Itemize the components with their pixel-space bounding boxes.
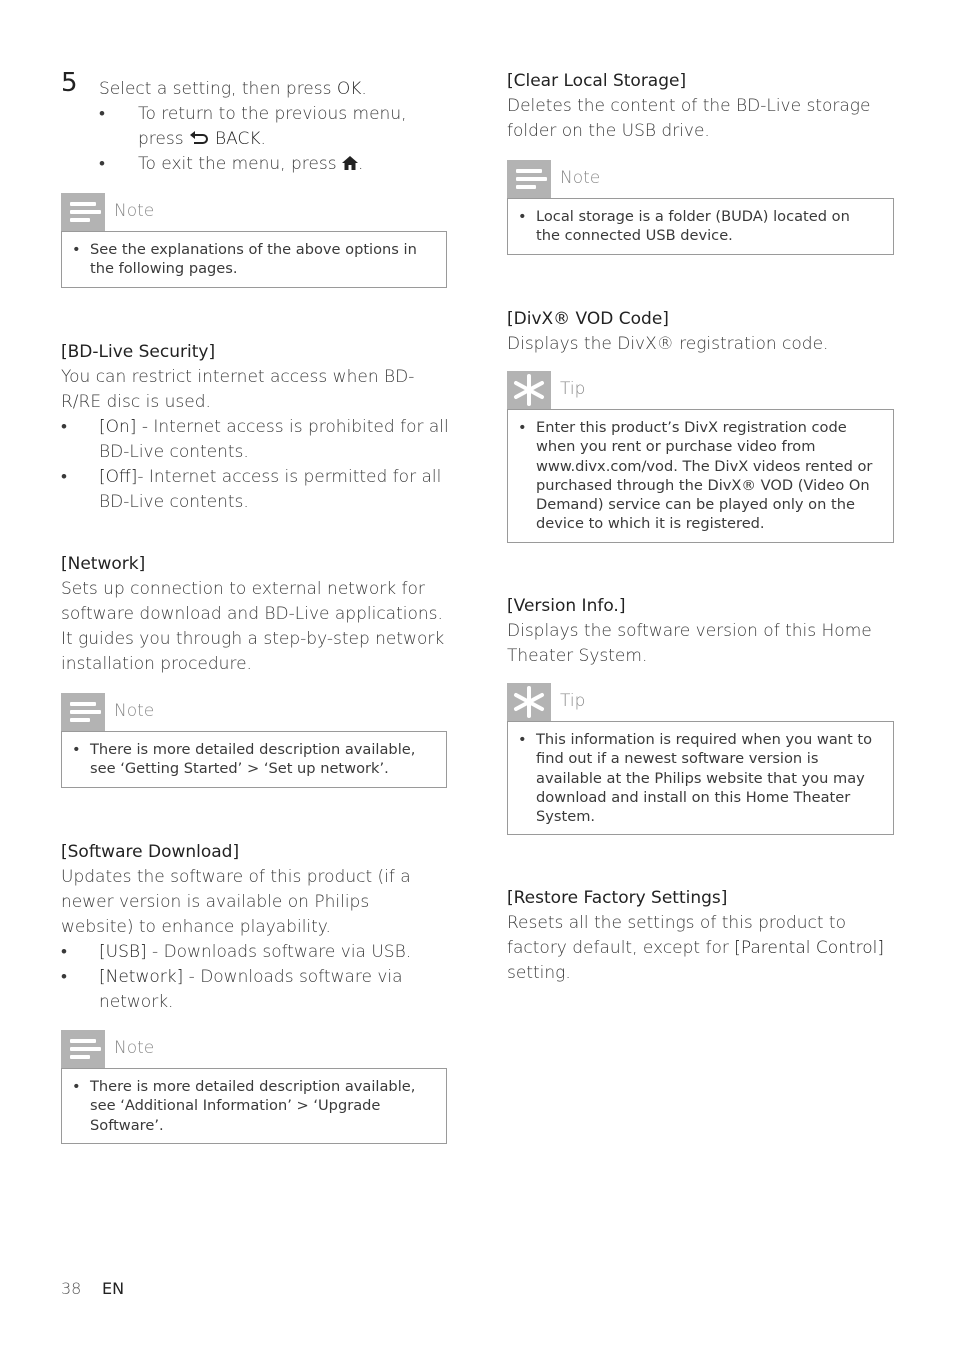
step-instruction bbox=[99, 77, 449, 102]
list-item bbox=[61, 465, 451, 515]
step-text: Select a setting, then press bbox=[99, 79, 337, 99]
list-item bbox=[61, 965, 429, 1015]
list-item bbox=[99, 152, 429, 177]
note-box bbox=[61, 731, 447, 788]
bullet: • bbox=[72, 241, 81, 258]
note-block bbox=[61, 193, 447, 288]
divx-section bbox=[507, 307, 897, 357]
option-text: - Internet access is permitted for all BD-Live contents. bbox=[99, 467, 442, 512]
section-desc: You can restrict internet access when BD-R/RE disc is used. bbox=[61, 367, 415, 412]
note-header bbox=[507, 160, 894, 198]
option-key: [USB] bbox=[99, 942, 147, 962]
note-lines-icon bbox=[61, 693, 105, 731]
version-section bbox=[507, 594, 897, 669]
back-arrow-icon bbox=[189, 129, 215, 149]
section-heading: [BD-Live Security] bbox=[61, 342, 216, 362]
step-bullets bbox=[99, 102, 429, 177]
back-key: BACK bbox=[214, 129, 261, 149]
language-code: EN bbox=[102, 1279, 125, 1298]
section-heading: [Network] bbox=[61, 554, 146, 574]
tip-block bbox=[507, 371, 894, 543]
note-label: Note bbox=[114, 1038, 155, 1058]
software-section bbox=[61, 840, 451, 1015]
section-desc bbox=[507, 911, 892, 986]
network-section bbox=[61, 552, 451, 677]
note-header bbox=[61, 1030, 447, 1068]
bullet: • bbox=[61, 967, 67, 987]
bullet-text: To return to the previous menu, press bbox=[138, 104, 407, 149]
tip-label: Tip bbox=[560, 691, 586, 711]
section-desc: Deletes the content of the BD-Live storage folder on the USB drive. bbox=[507, 96, 871, 141]
option-text: Internet access is prohibited for all BD-Live contents. bbox=[99, 417, 449, 462]
bullet: • bbox=[99, 154, 105, 174]
option-key: [Network] bbox=[99, 967, 184, 987]
option-text: - Downloads software via USB. bbox=[146, 942, 412, 962]
bullet: • bbox=[72, 1078, 81, 1095]
note-text: There is more detailed description available, see ‘Additional Information’ > ‘Upgrade Software’. bbox=[90, 1078, 416, 1134]
section-heading: [Software Download] bbox=[61, 842, 240, 862]
tip-label: Tip bbox=[560, 379, 586, 399]
clear-storage-section bbox=[507, 69, 897, 144]
ok-key: OK bbox=[336, 79, 362, 99]
note-block bbox=[61, 1030, 447, 1144]
section-desc: Displays the DivX® registration code. bbox=[507, 334, 829, 354]
note-label: Note bbox=[560, 168, 601, 188]
bullet: • bbox=[99, 104, 105, 124]
note-text: Local storage is a folder (BUDA) located on the connected USB device. bbox=[536, 208, 850, 245]
section-heading: [Clear Local Storage] bbox=[507, 71, 687, 91]
note-label: Note bbox=[114, 701, 155, 721]
list-item bbox=[61, 415, 451, 465]
bd-live-section bbox=[61, 340, 451, 515]
note-lines-icon bbox=[61, 193, 105, 231]
section-desc: Displays the software version of this Home Theater System. bbox=[507, 621, 872, 666]
note-text: See the explanations of the above options in the following pages. bbox=[90, 241, 417, 278]
tip-box bbox=[507, 409, 894, 543]
bullet: • bbox=[61, 417, 67, 437]
note-box bbox=[61, 1068, 447, 1144]
note-header bbox=[61, 693, 447, 731]
page-number: 38 bbox=[61, 1279, 82, 1298]
option-text: - Downloads software via network. bbox=[99, 967, 403, 1012]
desc-text: Resets all the settings of this product to factory default, except for bbox=[507, 913, 846, 958]
note-lines-icon bbox=[61, 1030, 105, 1068]
tip-text: Enter this product’s DivX registration code when you rent or purchase video from www.divx.com/vod. The DivX videos rented or purchased through the DivX® VOD (Video On Demand) service can be played only on the device to which it is registered. bbox=[536, 419, 873, 533]
note-block bbox=[61, 693, 447, 788]
tip-box bbox=[507, 721, 894, 835]
tip-header bbox=[507, 371, 894, 409]
list-item bbox=[61, 940, 451, 965]
tip-asterisk-icon bbox=[507, 371, 551, 409]
note-block bbox=[507, 160, 894, 255]
step-number: 5 bbox=[61, 68, 78, 98]
bullet-text-end: . bbox=[260, 129, 266, 149]
option-key: [On] - bbox=[99, 417, 148, 437]
bullet: • bbox=[61, 467, 67, 487]
section-heading: [DivX® VOD Code] bbox=[507, 309, 669, 329]
bullet: • bbox=[518, 731, 527, 748]
bullet: • bbox=[518, 208, 527, 225]
note-box bbox=[507, 198, 894, 255]
option-key: [Parental Control] bbox=[734, 938, 884, 958]
step-text-end: . bbox=[361, 79, 367, 99]
bullet: • bbox=[72, 741, 81, 758]
note-label: Note bbox=[114, 201, 155, 221]
tip-block bbox=[507, 683, 894, 835]
bullet: • bbox=[61, 942, 67, 962]
home-icon bbox=[342, 154, 358, 174]
tip-text: This information is required when you want to find out if a newest software version is available at the Philips website that you may download and install on this Home Theater System. bbox=[536, 731, 873, 826]
section-desc: Updates the software of this product (if a newer version is available on Philips website) to enhance playability. bbox=[61, 867, 411, 937]
section-heading: [Version Info.] bbox=[507, 596, 626, 616]
section-desc: Sets up connection to external network for software download and BD-Live applications. It guides you through a step-by-step network installation procedure. bbox=[61, 579, 445, 674]
restore-section bbox=[507, 886, 897, 986]
tip-header bbox=[507, 683, 894, 721]
note-lines-icon bbox=[507, 160, 551, 198]
note-header bbox=[61, 193, 447, 231]
section-heading: [Restore Factory Settings] bbox=[507, 888, 728, 908]
note-box bbox=[61, 231, 447, 288]
bullet-text: To exit the menu, press bbox=[138, 154, 342, 174]
tip-asterisk-icon bbox=[507, 683, 551, 721]
note-text: There is more detailed description available, see ‘Getting Started’ > ‘Set up network’. bbox=[90, 741, 416, 778]
desc-text-end: setting. bbox=[507, 963, 571, 983]
bullet-text-end: . bbox=[357, 154, 364, 174]
bullet: • bbox=[518, 419, 527, 436]
list-item bbox=[99, 102, 429, 152]
option-key: [Off] bbox=[99, 467, 138, 487]
